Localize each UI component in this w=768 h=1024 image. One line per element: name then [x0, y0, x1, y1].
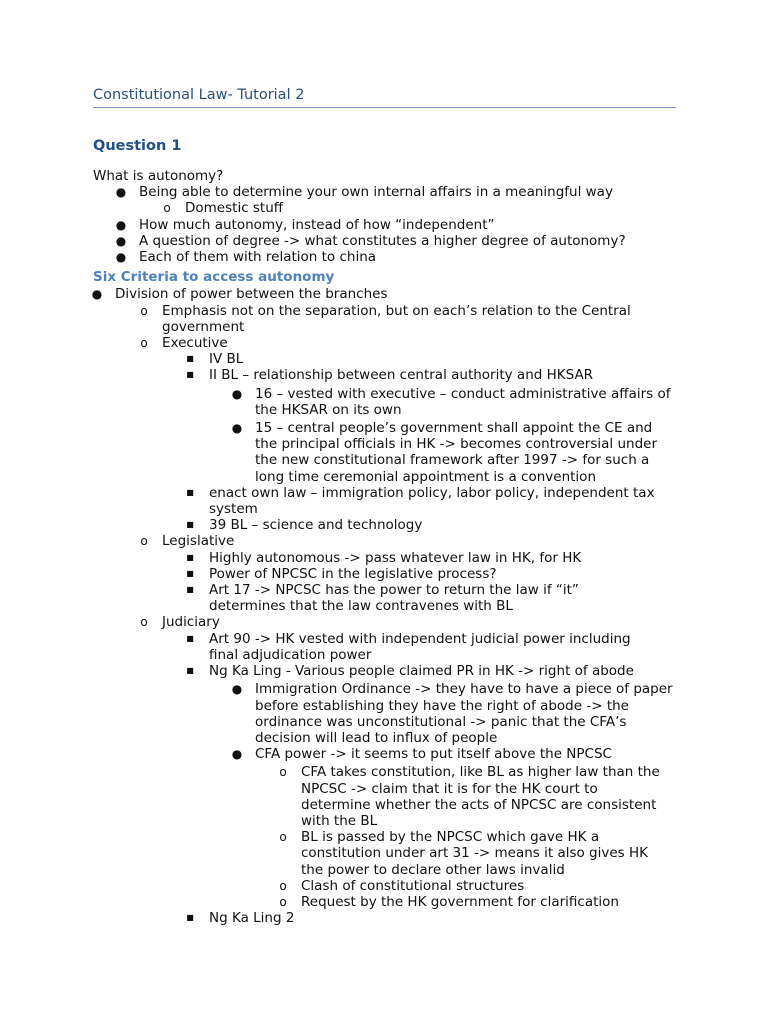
- bullet-icon: ●: [231, 386, 243, 401]
- list-item: ● Immigration Ordinance -> they have to have a piece of paper before establishing they have the right of abode -> the ordinance was unconstitutional -> panic that the CFA’s decision will lead to influx of people: [231, 681, 673, 746]
- list-item: o Judiciary: [93, 614, 683, 630]
- circle-bullet-icon: o: [279, 830, 287, 845]
- list-item: o CFA takes constitution, like BL as higher law than the NPCSC -> claim that it is for the HK court to determine whether the acts of NPCSC are consistent with the BL: [93, 764, 683, 829]
- circle-bullet-icon: o: [163, 201, 171, 216]
- list-item: ■ II BL – relationship between central authority and HKSAR: [93, 367, 683, 383]
- square-bullet-icon: ■: [186, 633, 194, 643]
- document-title: Constitutional Law- Tutorial 2: [93, 86, 676, 108]
- circle-bullet-icon: o: [279, 894, 287, 909]
- document-body: [93, 168, 683, 926]
- bullet-icon: ●: [91, 287, 103, 302]
- square-bullet-icon: ■: [186, 354, 194, 364]
- list-item: ■ Ng Ka Ling - Various people claimed PR in HK -> right of abode: [93, 663, 683, 679]
- list-item: o Domestic stuff: [93, 200, 683, 216]
- list-item: ● Each of them with relation to china: [115, 249, 377, 266]
- bullet-icon: ●: [115, 233, 127, 248]
- list-item: o Emphasis not on the separation, but on each’s relation to the Central government: [93, 303, 683, 335]
- circle-bullet-icon: o: [140, 303, 148, 318]
- square-bullet-icon: ■: [186, 520, 194, 530]
- square-bullet-icon: ■: [186, 666, 194, 676]
- list-item: ■ 39 BL – science and technology: [93, 517, 683, 533]
- intro-question: What is autonomy?: [93, 168, 224, 184]
- section-heading: Six Criteria to access autonomy: [93, 269, 335, 286]
- circle-bullet-icon: o: [279, 878, 287, 893]
- list-item: o Executive: [93, 335, 683, 351]
- bullet-icon: ●: [231, 682, 243, 697]
- list-item: ● A question of degree -> what constitutes a higher degree of autonomy?: [115, 232, 626, 249]
- square-bullet-icon: ■: [186, 370, 194, 380]
- square-bullet-icon: ■: [186, 585, 194, 595]
- question-heading: Question 1: [93, 138, 182, 154]
- list-item: ● 15 – central people’s government shall appoint the CE and the principal officials in HK -> becomes controversial under the new constitutional framework after 1997 -> for such a long time ceremonial appointment is a convention: [231, 420, 657, 485]
- list-item: ● 16 – vested with executive – conduct administrative affairs of the HKSAR on its own: [231, 385, 671, 418]
- list-item: ■ Ng Ka Ling 2: [93, 910, 683, 926]
- list-item: o Clash of constitutional structures: [93, 878, 683, 894]
- list-item: ■ Power of NPCSC in the legislative process?: [93, 566, 683, 582]
- list-item: ● How much autonomy, instead of how “independent”: [115, 216, 495, 233]
- list-item: ● Division of power between the branches: [91, 286, 388, 303]
- bullet-icon: ●: [231, 421, 243, 436]
- list-item: ■ Art 90 -> HK vested with independent judicial power including final adjudication power: [93, 631, 683, 663]
- square-bullet-icon: ■: [186, 487, 194, 497]
- list-item: o Request by the HK government for clarification: [93, 894, 683, 910]
- square-bullet-icon: ■: [186, 552, 194, 562]
- circle-bullet-icon: o: [140, 615, 148, 630]
- circle-bullet-icon: o: [140, 534, 148, 549]
- bullet-icon: ●: [115, 217, 127, 232]
- list-item: ● Being able to determine your own internal affairs in a meaningful way: [115, 184, 613, 201]
- bullet-icon: ●: [231, 747, 243, 762]
- list-item: o Legislative: [93, 533, 683, 549]
- list-item: ■ enact own law – immigration policy, labor policy, independent tax system: [93, 485, 683, 517]
- circle-bullet-icon: o: [140, 336, 148, 351]
- list-item: ■ Art 17 -> NPCSC has the power to return the law if “it” determines that the law contravenes with BL: [93, 582, 683, 614]
- list-item: ■ IV BL: [93, 351, 683, 367]
- bullet-icon: ●: [115, 250, 127, 265]
- list-item: o BL is passed by the NPCSC which gave HK a constitution under art 31 -> means it also gives HK the power to declare other laws invalid: [93, 829, 683, 878]
- circle-bullet-icon: o: [279, 765, 287, 780]
- list-item: ● CFA power -> it seems to put itself above the NPCSC: [231, 746, 612, 763]
- square-bullet-icon: ■: [186, 913, 194, 923]
- list-item: ■ Highly autonomous -> pass whatever law in HK, for HK: [93, 550, 683, 566]
- square-bullet-icon: ■: [186, 568, 194, 578]
- bullet-icon: ●: [115, 185, 127, 200]
